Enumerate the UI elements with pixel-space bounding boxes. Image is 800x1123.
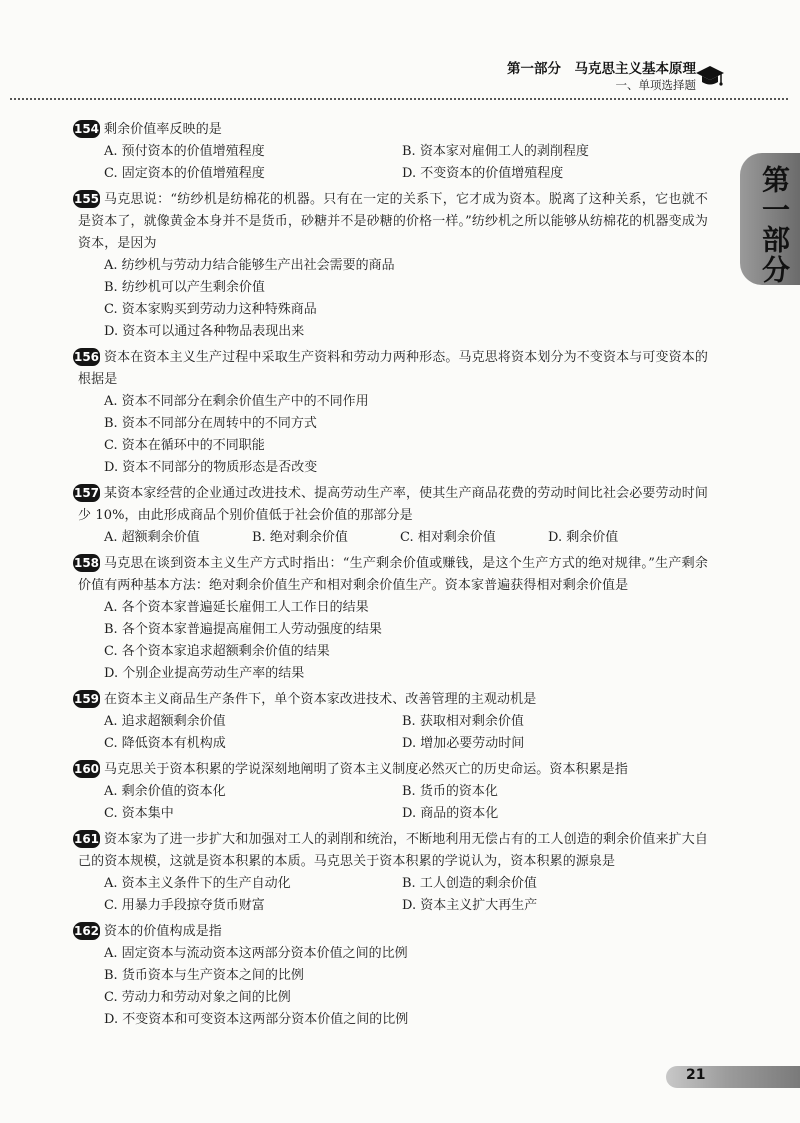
- answer-option: A. 剩余价值的资本化: [104, 784, 226, 799]
- question-item: [73, 347, 708, 479]
- question-number-badge: 160: [73, 762, 100, 776]
- answer-option: C. 各个资本家追求超额剩余价值的结果: [104, 644, 330, 659]
- option-list: [78, 873, 708, 917]
- option-list: [78, 255, 708, 343]
- question-item: [73, 553, 708, 685]
- question-item: [73, 483, 708, 549]
- question-number-badge: 162: [73, 924, 100, 938]
- question-list: [73, 119, 708, 1035]
- answer-option: B. 货币资本与生产资本之间的比例: [104, 968, 304, 983]
- answer-option: B. 资本不同部分在周转中的不同方式: [104, 416, 317, 431]
- option-list: [78, 141, 708, 185]
- question-item: [73, 759, 708, 825]
- question-number-badge: 157: [73, 486, 100, 500]
- answer-option: B. 工人创造的剩余价值: [402, 876, 537, 891]
- question-stem: 某资本家经营的企业通过改进技术、提高劳动生产率，使其生产商品花费的劳动时间比社会必要劳动时间少 10%，由此形成商品个别价值低于社会价值的那部分是: [78, 486, 708, 523]
- question-number-badge: 161: [73, 832, 100, 846]
- option-list: [78, 527, 708, 549]
- question-item: [73, 119, 708, 185]
- option-list: [78, 943, 708, 1031]
- question-item: [73, 689, 708, 755]
- graduation-cap-icon: [696, 62, 724, 90]
- section-title: 第一部分 马克思主义基本原理: [507, 61, 696, 77]
- option-list: [78, 781, 708, 825]
- header-divider: [10, 98, 788, 100]
- answer-option: D. 资本可以通过各种物品表现出来: [104, 324, 305, 339]
- answer-option: B. 纺纱机可以产生剩余价值: [104, 280, 265, 295]
- answer-option: A. 超额剩余价值: [104, 530, 200, 545]
- answer-option: D. 商品的资本化: [402, 806, 499, 821]
- answer-option: A. 预付资本的价值增殖程度: [104, 144, 265, 159]
- question-stem: 资本的价值构成是指: [104, 924, 222, 939]
- answer-option: B. 获取相对剩余价值: [402, 714, 524, 729]
- question-number-badge: 156: [73, 350, 100, 364]
- answer-option: C. 固定资本的价值增殖程度: [104, 166, 265, 181]
- answer-option: C. 降低资本有机构成: [104, 736, 226, 751]
- answer-option: D. 剩余价值: [548, 530, 619, 545]
- question-number-badge: 158: [73, 556, 100, 570]
- question-item: [73, 921, 708, 1031]
- answer-option: B. 资本家对雇佣工人的剥削程度: [402, 144, 589, 159]
- question-stem: 在资本主义商品生产条件下，单个资本家改进技术、改善管理的主观动机是: [104, 692, 537, 707]
- question-stem: 马克思关于资本积累的学说深刻地阐明了资本主义制度必然灭亡的历史命运。资本积累是指: [104, 762, 629, 777]
- question-number-badge: 159: [73, 692, 100, 706]
- answer-option: A. 固定资本与流动资本这两部分资本价值之间的比例: [104, 946, 408, 961]
- answer-option: A. 各个资本家普遍延长雇佣工人工作日的结果: [104, 600, 369, 615]
- page-number: 21: [686, 1067, 706, 1083]
- answer-option: D. 个别企业提高劳动生产率的结果: [104, 666, 305, 681]
- option-list: [78, 391, 708, 479]
- answer-option: B. 绝对剩余价值: [252, 530, 348, 545]
- answer-option: C. 资本在循环中的不同职能: [104, 438, 265, 453]
- answer-option: C. 资本家购买到劳动力这种特殊商品: [104, 302, 317, 317]
- part-side-tab: [740, 153, 800, 285]
- option-list: [78, 711, 708, 755]
- answer-option: D. 不变资本的价值增殖程度: [402, 166, 564, 181]
- answer-option: A. 追求超额剩余价值: [104, 714, 226, 729]
- question-stem: 剩余价值率反映的是: [104, 122, 222, 137]
- answer-option: A. 纺纱机与劳动力结合能够生产出社会需要的商品: [104, 258, 395, 273]
- answer-option: D. 不变资本和可变资本这两部分资本价值之间的比例: [104, 1012, 409, 1027]
- page-number-bar: [666, 1066, 800, 1088]
- answer-option: B. 各个资本家普遍提高雇佣工人劳动强度的结果: [104, 622, 382, 637]
- side-tab-label: 第一部分: [758, 165, 791, 285]
- page-header: [0, 0, 800, 100]
- question-item: [73, 189, 708, 343]
- answer-option: D. 资本不同部分的物质形态是否改变: [104, 460, 318, 475]
- section-subtitle: 一、单项选择题: [615, 78, 696, 92]
- answer-option: D. 增加必要劳动时间: [402, 736, 525, 751]
- question-stem: 资本家为了进一步扩大和加强对工人的剥削和统治，不断地利用无偿占有的工人创造的剩余价值来扩大自己的资本规模，这就是资本积累的本质。马克思关于资本积累的学说认为，资本积累的源泉是: [78, 832, 708, 869]
- question-stem: 马克思在谈到资本主义生产方式时指出：“生产剩余价值或赚钱，是这个生产方式的绝对规律。”生产剩余价值有两种基本方法：绝对剩余价值生产和相对剩余价值生产。资本家普遍获得相对剩余价值是: [78, 556, 708, 593]
- answer-option: D. 资本主义扩大再生产: [402, 898, 538, 913]
- question-item: [73, 829, 708, 917]
- answer-option: A. 资本主义条件下的生产自动化: [104, 876, 291, 891]
- answer-option: C. 用暴力手段掠夺货币财富: [104, 898, 265, 913]
- answer-option: A. 资本不同部分在剩余价值生产中的不同作用: [104, 394, 369, 409]
- answer-option: C. 资本集中: [104, 806, 174, 821]
- question-number-badge: 154: [73, 122, 100, 136]
- option-list: [78, 597, 708, 685]
- question-stem: 马克思说：“纺纱机是纺棉花的机器。只有在一定的关系下，它才成为资本。脱离了这种关系，它也就不是资本了，就像黄金本身并不是货币，砂糖并不是砂糖的价格一样。”纺纱机之所以能够从纺棉花的机器变成为资本，是因为: [78, 192, 708, 251]
- question-stem: 资本在资本主义生产过程中采取生产资料和劳动力两种形态。马克思将资本划分为不变资本与可变资本的根据是: [78, 350, 708, 387]
- answer-option: B. 货币的资本化: [402, 784, 498, 799]
- answer-option: C. 相对剩余价值: [400, 530, 496, 545]
- answer-option: C. 劳动力和劳动对象之间的比例: [104, 990, 291, 1005]
- question-number-badge: 155: [73, 192, 100, 206]
